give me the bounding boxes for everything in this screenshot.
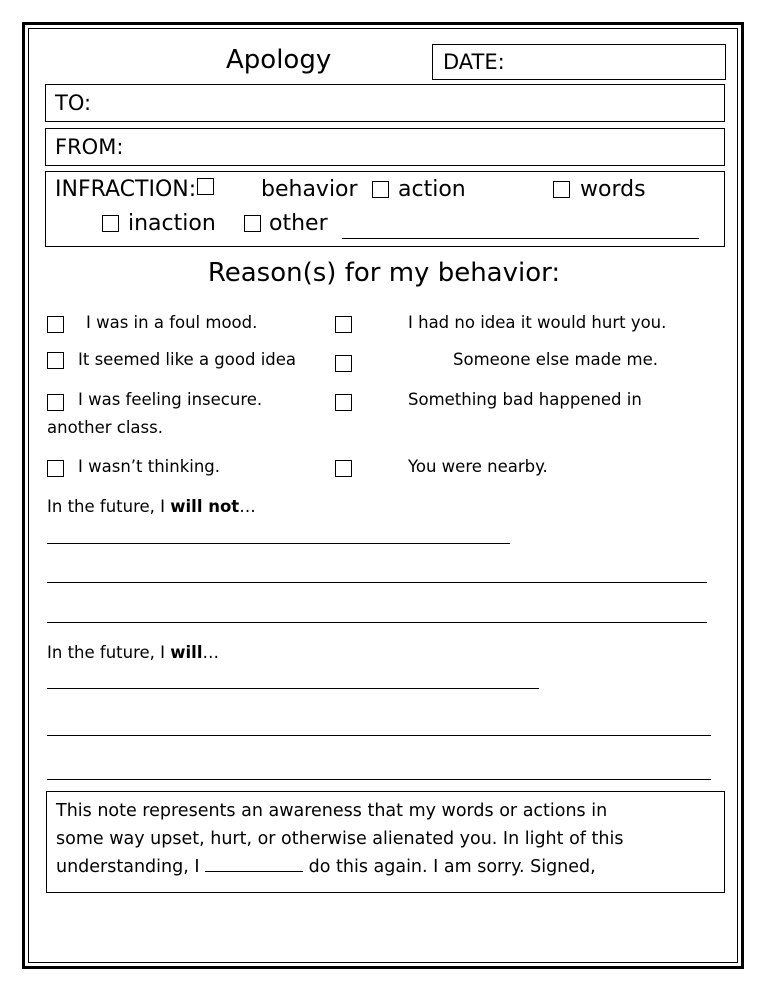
date-field[interactable] <box>432 44 726 80</box>
note-line-3-pre: understanding, I <box>56 857 206 877</box>
infraction-inaction-label: inaction <box>128 211 216 236</box>
reason-good-idea-checkbox[interactable] <box>47 352 64 369</box>
will-not-line-1[interactable] <box>47 543 510 544</box>
future-will-suffix: … <box>202 643 219 662</box>
future-will-not-prompt <box>47 497 256 516</box>
infraction-action-label: action <box>398 177 466 202</box>
future-will-not-prefix: In the future, I <box>47 497 171 516</box>
apology-note <box>46 791 725 893</box>
note-line-3-post: do this again. I am sorry. Signed, <box>303 857 596 877</box>
will-line-2[interactable] <box>47 735 711 736</box>
will-line-1[interactable] <box>47 688 539 689</box>
infraction-words-checkbox[interactable] <box>553 181 570 198</box>
reason-something-bad-checkbox[interactable] <box>335 394 352 411</box>
date-label: DATE: <box>443 50 505 74</box>
future-will-not-suffix: … <box>239 497 256 516</box>
reason-no-idea-checkbox[interactable] <box>335 316 352 333</box>
future-will-prefix: In the future, I <box>47 643 171 662</box>
reasons-heading: Reason(s) for my behavior: <box>207 258 561 288</box>
infraction-inaction-checkbox[interactable] <box>102 215 119 232</box>
reason-insecure-label: I was feeling insecure. <box>78 390 263 409</box>
note-line-1: This note represents an awareness that my words or actions in <box>56 801 608 821</box>
from-field[interactable] <box>45 128 725 166</box>
reason-nearby-checkbox[interactable] <box>335 460 352 477</box>
infraction-behavior-checkbox[interactable] <box>197 178 214 195</box>
future-will-not-bold: will not <box>170 497 240 516</box>
reason-foul-mood-label: I was in a foul mood. <box>86 313 258 332</box>
reason-foul-mood-checkbox[interactable] <box>47 316 64 333</box>
infraction-action-checkbox[interactable] <box>372 181 389 198</box>
will-not-line-2[interactable] <box>47 582 707 583</box>
to-label: TO: <box>55 91 92 115</box>
note-line-3 <box>56 853 715 881</box>
infraction-label: INFRACTION: <box>55 177 197 202</box>
infraction-words-label: words <box>580 177 646 202</box>
infraction-behavior-label: behavior <box>261 177 358 202</box>
note-blank-field[interactable] <box>205 857 303 872</box>
reason-another-class-label: another class. <box>47 418 163 437</box>
reason-something-bad-label: Something bad happened in <box>408 390 642 409</box>
reason-good-idea-label: It seemed like a good idea <box>78 350 297 369</box>
reason-insecure-checkbox[interactable] <box>47 394 64 411</box>
infraction-other-line[interactable] <box>342 238 699 239</box>
reason-no-idea-label: I had no idea it would hurt you. <box>408 313 667 332</box>
future-will-prompt <box>47 643 219 662</box>
reason-not-thinking-checkbox[interactable] <box>47 460 64 477</box>
reason-someone-else-label: Someone else made me. <box>453 350 658 369</box>
future-will-bold: will <box>170 643 203 662</box>
reason-nearby-label: You were nearby. <box>408 457 548 476</box>
will-line-3[interactable] <box>47 779 711 780</box>
from-label: FROM: <box>55 135 124 159</box>
to-field[interactable] <box>45 84 725 122</box>
note-line-2: some way upset, hurt, or otherwise alienated you. In light of this <box>56 829 624 849</box>
infraction-other-checkbox[interactable] <box>244 215 261 232</box>
infraction-other-label: other <box>269 211 328 236</box>
reason-not-thinking-label: I wasn’t thinking. <box>78 457 221 476</box>
form-title: Apology <box>226 45 332 75</box>
reason-someone-else-checkbox[interactable] <box>335 355 352 372</box>
will-not-line-3[interactable] <box>47 622 707 623</box>
